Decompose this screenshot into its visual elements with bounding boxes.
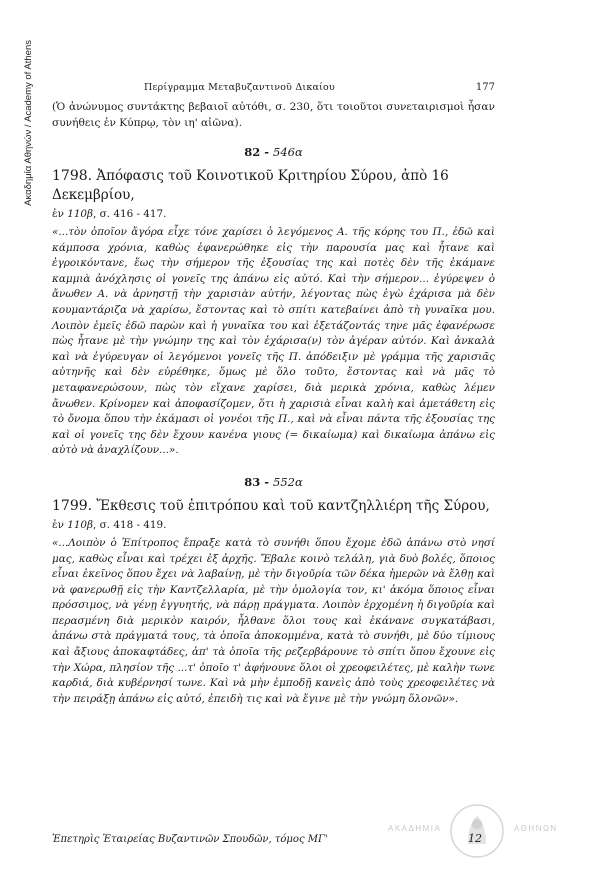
entry-quote: «...τὸν ὁποῖον ἄγόρα εἶχε τόνε χαρίσει ὁ λεγόμενος Α. τῆς κόρης του Π., ἐδῶ καὶ κάμποσα χρόνια, καθὼς ἐφανερώθηκε εἰς τὴν παρουσία μας καὶ ἦτανε καὶ ἐγροικόντανε, ἕως τὴν σήμερον τῆς ἐξουσίας της καὶ ποτὲς δὲν τῆς ἐκάμανε καμμιὰ ἀνόχλησις οἱ γονεῖς της ἀπάνω εἰς αὐτό. Καὶ τὴν σήμερον... ἐγύρεψεν ὁ ἄνωθεν Α. νὰ ἀρνηστῇ τὴν χαρισιὰν αὐτήν, λέγοντας πὼς ἐγὼ ἐχάρισα μὰ δὲν κουμαντάριζα νὰ χαρίσω, ἔστοντας καὶ τὸ σπίτι κατεβαίνει ἀπὸ τὴ γυναῖκα μου. Λοιπὸν ἐμεῖς ἐδῶ παρὼν καὶ ἡ γυναῖκα του καὶ ἐξετάζοντάς τηνε μᾶς ἐφανέρωσε πὼς ἦτανε μὲ τὴν γνώμην της καὶ τὸν ἐχάρισα(ν) τὸν ἀγέραν αὐτόν. Καὶ ἀνκαλὰ καὶ νὰ ἐγύρευγαν οἱ λεγόμενοι γονεῖς τῆς Π. ἀπόδειξιν μὲ γράμμα τῆς χαρισιᾶς αὐτηνῆς καὶ δὲν εὐρέθηκε, ὅμως μὲ ὅλο τοῦτο, ἔστοντας καὶ νὰ μᾶς τὸ μεταφανερώσουν, πὼς τὸν εἴχανε χαρίσει, διὰ μερικὰ χρόνια, καθὼς λέμεν ἄνωθεν. Κρίνομεν καὶ ἀποφασίζομεν, ὅτι ἡ χαρισιὰ εἶναι καλὴ καὶ ἀμετάθετη εἰς τὸ ὄνομα ὅπου τὴν ἐκάμασι οἱ γονέοι τῆς Π., καὶ νὰ εἶναι πάντα τῆς ἐξουσίας της καὶ οἱ γονεῖς της δὲν ἔχουν κανένα γιους (= δικαίωμα) καὶ δικαίωμα ἀπάνω εἰς αὐτὸ νὰ ἀναχλίζουν...». [52, 226, 495, 457]
entry-reference [52, 518, 495, 533]
ref-italic: 110β [67, 208, 94, 220]
entry-number: 1799. [52, 497, 93, 514]
section-heading-82 [52, 145, 495, 159]
ref-italic: 110β [67, 518, 94, 531]
running-header [60, 82, 495, 96]
section-heading-italic: 552α [273, 474, 303, 489]
entry-number: 1798. [52, 168, 93, 184]
stamp-watermark-left: ΑΚΑΔΗΜΙΑ [388, 824, 442, 833]
side-watermark: Ακαδημία Αθηνών / Academy of Athens [23, 40, 34, 206]
page-number: 177 [475, 82, 495, 93]
entry-title-text: Ἔκθεσις τοῦ ἐπιτρόπου καὶ τοῦ καντζηλλιέρη τῆς Σύρου, [96, 497, 490, 514]
section-heading-number: 83 - [244, 474, 274, 489]
section-heading-83 [52, 475, 495, 489]
sheet-number: 12 [468, 832, 482, 845]
section-heading-italic: 546α [273, 145, 303, 159]
entry-reference [52, 207, 495, 222]
entry-quote: «...Λοιπὸν ὁ Ἐπίτροπος ἔπραξε κατὰ τὸ συνήθι ὅπου ἔχομε ἐδῶ ἀπάνω στὸ νησί μας, καθὼς εἶναι καὶ τρέχει ἐξ ἀρχῆς. Ἔβαλε κοινὸ τελάλη, γιὰ δυὸ βολές, ὅποιος εἶναι ἐκεῖνος ὅπου ἔχει νὰ λαβαίνῃ, μὲ τὴν διγοῦρία τῶν δέκα ἡμερῶν νὰ ἔλθῃ καὶ νὰ φανερωθῇ εἰς τὴν Καντζελλαρία, μὲ τὴν ὁμολογία τον, κι' ἀκόμα ὅποιος εἶναι πρόσσιμος, νὰ γένῃ ἐγγυητής, νὰ πάρῃ πράγματα. Λοιπὸν ἐρχομένη ἡ διγοῦρία καὶ περασμένη διὰ μερικὸν καιρόν, ἦλθανε ὅλοι τους καὶ ἐκάνανε συγκατάβασι, ἀπάνω στὰ πράγματά τους, τὰ ὁποῖα ἀποκομμένα, κατὰ τὸ συνήθι, μὲ δύο τίμιους καὶ ἄξιους ἀποκαφτάδες, ἀπ' τὰ ὁποῖα τῆς ρεζερβάρουνε τὸ σπίτι ὅπου ἔχουνε εἰς τὴν Χώρα, πλησίον τῆς ...τ' ὁποῖο τ' ἀφήνουνε ὅλοι οἱ χρεοφειλέτες, μὲ καλὴν τωνε καρδιά, διὰ κυβέρνησί τωνε. Καὶ νὰ μὴν ἐμποδῇ κανεὶς ἀπὸ τοὺς χρεοφειλέτες νὰ τὴν πειράξῃ ἀπάνω εἰς αὐτό, ἐπειδὴ τις καὶ νὰ ἔγινε μὲ τὴν γνώμη ὅλονῶν». [52, 536, 495, 705]
entry-title-1798 [52, 167, 495, 205]
section-heading-number: 82 - [244, 145, 274, 159]
entry-title-1799 [52, 497, 495, 516]
ref-suffix: , σ. 418 - 419. [93, 518, 167, 531]
page-footer [52, 832, 495, 854]
page-body [52, 99, 495, 707]
running-title: Περίγραμμα Μεταβυζαντινοῦ Δικαίου [144, 82, 335, 93]
ref-suffix: , σ. 416 - 417. [93, 208, 167, 220]
entry-title-text: Ἀπόφασις τοῦ Κοινοτικοῦ Κριτηρίου Σύρου, ἀπὸ 16 Δεκεμβρίου, [52, 168, 449, 203]
journal-citation: Ἐπετηρὶς Ἑταιρείας Βυζαντινῶν Σπουδῶν, τόμος ΜΓ' [52, 834, 328, 845]
stamp-watermark-right: ΑΘΗΝΩΝ [514, 824, 558, 833]
intro-note: (Ὁ ἀνώνυμος συντάκτης βεβαιοῖ αὐτόθι, σ. 230, ὅτι τοιοῦτοι συνεταιρισμοὶ ἦσαν συνήθεις ἐν Κύπρῳ, τὸν ιη' αἰῶνα). [52, 101, 495, 129]
ref-prefix: ἐν [52, 208, 68, 220]
ref-prefix: ἐν [52, 518, 68, 531]
